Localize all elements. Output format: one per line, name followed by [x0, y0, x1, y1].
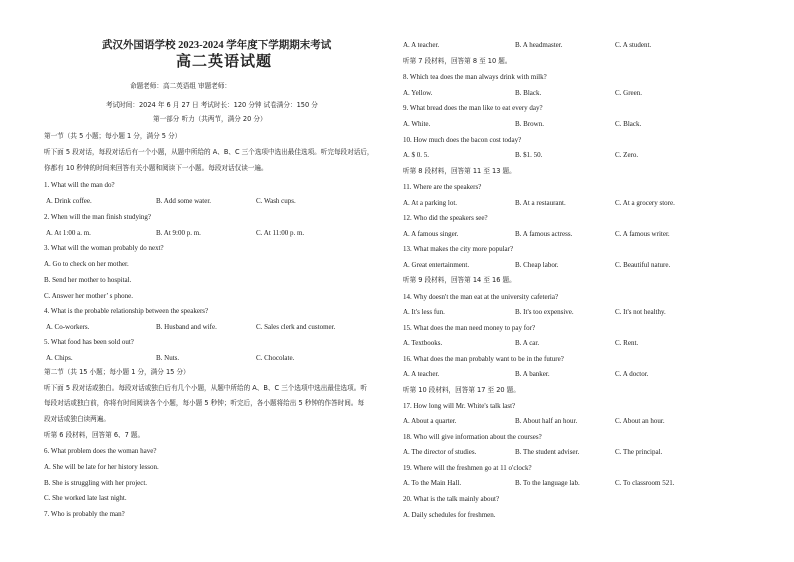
right-option-8-b: B. A car. — [515, 339, 540, 347]
right-option-6-a: A. Great entertainment. — [403, 261, 470, 269]
left-line-20: 7. Who is probably the man? — [44, 510, 125, 518]
right-option-4-b: B. At a restaurant. — [515, 199, 566, 207]
right-option-12-b: B. To the language lab. — [515, 479, 580, 487]
right-option-0-b: B. A headmaster. — [515, 41, 563, 49]
right-option-7-b: B. It's too expensive. — [515, 308, 574, 316]
right-option-12-a: A. To the Main Hall. — [403, 479, 462, 487]
right-option-10-c: C. About an hour. — [615, 417, 665, 425]
left-option-3-c: C. Chocolate. — [256, 354, 295, 362]
right-line-8: 听第 9 段材料，回答第 14 至 16 题。 — [403, 276, 516, 284]
left-option-2-a: A. Co-workers. — [46, 323, 90, 331]
right-option-1-b: B. Black. — [515, 89, 542, 97]
left-line-2: 你都有 10 秒钟的时间来回答有关小题和阅读下一小题。每段对话仅读一遍。 — [44, 164, 268, 172]
left-option-2-c: C. Sales clerk and customer. — [256, 323, 336, 331]
right-option-5-a: A. A famous singer. — [403, 230, 459, 238]
left-line-19: C. She worked late last night. — [44, 494, 127, 502]
right-option-0-c: C. A student. — [615, 41, 652, 49]
left-line-15: 听第 6 段材料，回答第 6、7 题。 — [44, 431, 145, 439]
right-line-2: 9. What bread does the man like to eat every day? — [403, 104, 543, 112]
right-line-4: 听第 8 段材料，回答第 11 至 13 题。 — [403, 167, 516, 175]
right-line-5: 11. Where are the speakers? — [403, 183, 482, 191]
listening-part-heading: 第一部分 听力（共两节，满分 20 分） — [153, 115, 267, 123]
right-option-10-a: A. About a quarter. — [403, 417, 457, 425]
right-option-9-a: A. A teacher. — [403, 370, 440, 378]
left-line-18: B. She is struggling with her project. — [44, 479, 148, 487]
right-option-7-c: C. It's not healthy. — [615, 308, 666, 316]
right-option-5-c: C. A famous writer. — [615, 230, 670, 238]
left-line-13: 每段对话或独白前，你将有时间阅读各个小题，每小题 5 秒钟；听完后，各小题将给出 5 秒钟的作答时间。每 — [44, 399, 365, 407]
right-option-6-c: C. Beautiful nature. — [615, 261, 671, 269]
right-option-9-c: C. A doctor. — [615, 370, 649, 378]
right-option-1-a: A. Yellow. — [403, 89, 433, 97]
exam-info: 考试时间：2024 年 6 月 27 日 考试时长：120 分钟 试卷满分：150 分 — [106, 101, 318, 109]
left-option-1-c: C. At 11:00 p. m. — [256, 229, 305, 237]
left-option-0-a: A. Drink coffee. — [46, 197, 92, 205]
left-line-17: A. She will be late for her history lesson. — [44, 463, 159, 471]
left-line-16: 6. What problem does the woman have? — [44, 447, 157, 455]
left-line-3: 1. What will the man do? — [44, 181, 115, 189]
right-line-1: 8. Which tea does the man always drink with milk? — [403, 73, 547, 81]
right-option-7-a: A. It's less fun. — [403, 308, 445, 316]
left-line-7: B. Send her mother to hospital. — [44, 276, 132, 284]
left-option-3-b: B. Nuts. — [156, 354, 180, 362]
right-line-15: 19. Where will the freshmen go at 11 o'clock? — [403, 464, 532, 472]
right-option-12-c: C. To classroom 521. — [615, 479, 675, 487]
right-line-13: 17. How long will Mr. White's talk last? — [403, 402, 516, 410]
right-option-1-c: C. Green. — [615, 89, 643, 97]
left-line-12: 听下面 5 段对话或独白。每段对话或独白后有几个小题，从题中所给的 A、B、C 三个选项中选出最佳选项。听 — [44, 384, 367, 392]
left-option-1-b: B. At 9:00 p. m. — [156, 229, 201, 237]
right-option-11-a: A. The director of studies. — [403, 448, 477, 456]
right-option-3-c: C. Zero. — [615, 151, 639, 159]
right-option-6-b: B. Cheap labor. — [515, 261, 559, 269]
right-option-5-b: B. A famous actress. — [515, 230, 573, 238]
left-line-11: 第二节（共 15 小题；每小题 1 分，满分 15 分） — [44, 368, 190, 376]
right-option-0-a: A. A teacher. — [403, 41, 440, 49]
right-line-16: 20. What is the talk mainly about? — [403, 495, 500, 503]
right-line-0: 听第 7 段材料，回答第 8 至 10 题。 — [403, 57, 512, 65]
right-line-10: 15. What does the man need money to pay for? — [403, 324, 536, 332]
right-line-3: 10. How much does the bacon cost today? — [403, 136, 522, 144]
right-line-14: 18. Who will give information about the courses? — [403, 433, 542, 441]
right-option-4-c: C. At a grocery store. — [615, 199, 675, 207]
right-line-7: 13. What makes the city more popular? — [403, 245, 514, 253]
right-line-6: 12. Who did the speakers see? — [403, 214, 488, 222]
right-option-3-b: B. $1. 50. — [515, 151, 543, 159]
right-option-11-b: B. The student adviser. — [515, 448, 580, 456]
right-option-9-b: B. A banker. — [515, 370, 550, 378]
left-option-1-a: A. At 1:00 a. m. — [46, 229, 91, 237]
left-line-6: A. Go to check on her mother. — [44, 260, 129, 268]
right-option-11-c: C. The principal. — [615, 448, 663, 456]
right-option-4-a: A. At a parking lot. — [403, 199, 458, 207]
right-option-2-b: B. Brown. — [515, 120, 544, 128]
right-line-9: 14. Why doesn't the man eat at the university cafeteria? — [403, 293, 559, 301]
exam-authors: 命题老师：高二英语组 审题老师： — [130, 82, 232, 90]
right-line-11: 16. What does the man probably want to be in the future? — [403, 355, 564, 363]
right-option-3-a: A. $ 0. 5. — [403, 151, 430, 159]
left-line-10: 5. What food has been sold out? — [44, 338, 134, 346]
left-option-0-b: B. Add some water. — [156, 197, 212, 205]
right-option-2-a: A. White. — [403, 120, 431, 128]
left-option-0-c: C. Wash cups. — [256, 197, 296, 205]
right-line-12: 听第 10 段材料，回答第 17 至 20 题。 — [403, 386, 520, 394]
right-line-17: A. Daily schedules for freshmen. — [403, 511, 496, 519]
left-option-2-b: B. Husband and wife. — [156, 323, 217, 331]
exam-subtitle: 高二英语试题 — [176, 54, 273, 70]
left-line-4: 2. When will the man finish studying? — [44, 213, 151, 221]
left-line-0: 第一节（共 5 小题；每小题 1 分，满分 5 分） — [44, 132, 182, 140]
right-option-10-b: B. About half an hour. — [515, 417, 578, 425]
right-option-8-c: C. Rent. — [615, 339, 639, 347]
left-line-1: 听下面 5 段对话，每段对话后有一个小题，从题中所给的 A、B、C 三个选项中选出最佳选项。听完每段对话后， — [44, 148, 374, 156]
left-option-3-a: A. Chips. — [46, 354, 73, 362]
right-option-8-a: A. Textbooks. — [403, 339, 443, 347]
left-line-8: C. Answer her mother’ s phone. — [44, 292, 133, 300]
left-line-9: 4. What is the probable relationship between the speakers? — [44, 307, 209, 315]
exam-title: 武汉外国语学校 2023-2024 学年度下学期期末考试 — [102, 40, 332, 51]
right-option-2-c: C. Black. — [615, 120, 642, 128]
left-line-14: 段对话或独白读两遍。 — [44, 415, 110, 423]
left-line-5: 3. What will the woman probably do next? — [44, 244, 164, 252]
